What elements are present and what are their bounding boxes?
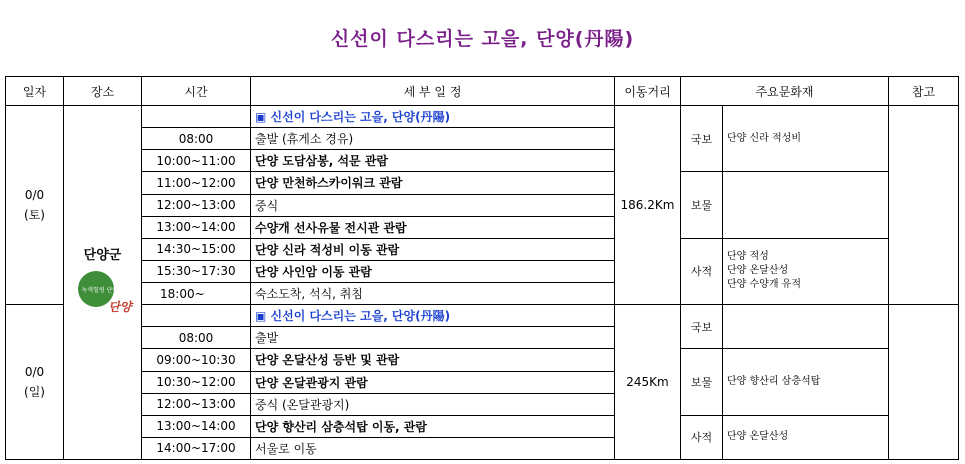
day1-heritage-label-2: 보물 bbox=[681, 172, 723, 238]
table-row bbox=[6, 305, 959, 327]
time-cell bbox=[142, 305, 251, 327]
time-cell: 13:00~14:00 bbox=[142, 216, 251, 238]
day2-weekday: (일) bbox=[24, 385, 45, 400]
detail-cell: 중식 bbox=[251, 194, 615, 216]
detail-cell: 중식 (온달관광지) bbox=[251, 393, 615, 415]
table-row bbox=[6, 106, 959, 128]
day2-heritage-items-2: 단양 향산리 삼층석탑 bbox=[723, 349, 889, 415]
day1-heritage-items-1: 단양 신라 적성비 bbox=[723, 106, 889, 172]
day2-date: 0/0 bbox=[24, 365, 45, 380]
time-cell: 11:00~12:00 bbox=[142, 172, 251, 194]
detail-cell: 단양 향산리 삼층석탑 이동, 관람 bbox=[251, 415, 615, 437]
day1-note bbox=[889, 106, 959, 305]
detail-cell: 서울로 이동 bbox=[251, 437, 615, 459]
time-cell: 12:00~13:00 bbox=[142, 393, 251, 415]
time-cell: 08:00 bbox=[142, 327, 251, 349]
header-heritage: 주요문화재 bbox=[681, 77, 889, 106]
header-place: 장소 bbox=[64, 77, 142, 106]
header-time: 시간 bbox=[142, 77, 251, 106]
detail-cell: 수양개 선사유물 전시관 관람 bbox=[251, 216, 615, 238]
time-cell: 08:00 bbox=[142, 128, 251, 150]
detail-cell: 숙소도착, 석식, 취침 bbox=[251, 283, 615, 305]
logo-wordmark: 단양 bbox=[108, 299, 132, 314]
day2-heritage-items-1 bbox=[723, 305, 889, 349]
header-note: 참고 bbox=[889, 77, 959, 106]
day1-date: 0/0 bbox=[24, 188, 45, 203]
day1-heritage-items-2 bbox=[723, 172, 889, 238]
day1-weekday: (토) bbox=[24, 208, 45, 223]
day2-heritage-label-3: 사적 bbox=[681, 415, 723, 459]
day1-distance: 186.2Km bbox=[615, 106, 681, 305]
day2-heritage-label-2: 보물 bbox=[681, 349, 723, 415]
table-row bbox=[6, 415, 959, 437]
day2-heritage-label-1: 국보 bbox=[681, 305, 723, 349]
day1-heritage-label-3: 사적 bbox=[681, 238, 723, 304]
detail-cell: 단양 도담삼봉, 석문 관람 bbox=[251, 150, 615, 172]
time-cell: 14:30~15:00 bbox=[142, 238, 251, 260]
danyang-logo bbox=[74, 269, 132, 319]
time-cell: 18:00~ bbox=[142, 283, 251, 305]
logo-tagline: 녹색힐링 단양 bbox=[81, 286, 119, 294]
detail-cell: 출발 bbox=[251, 327, 615, 349]
place-name: 단양군 bbox=[83, 247, 122, 263]
day2-heritage-items-3: 단양 온달산성 bbox=[723, 415, 889, 459]
detail-cell: 단양 온달산성 등반 및 관람 bbox=[251, 349, 615, 371]
time-cell: 09:00~10:30 bbox=[142, 349, 251, 371]
header-detail: 세 부 일 정 bbox=[251, 77, 615, 106]
detail-cell: 단양 신라 적성비 이동 관람 bbox=[251, 238, 615, 260]
detail-cell: 출발 (휴게소 경유) bbox=[251, 128, 615, 150]
detail-cell: ▣ 신선이 다스리는 고을, 단양(丹陽) bbox=[251, 305, 615, 327]
detail-cell: ▣ 신선이 다스리는 고을, 단양(丹陽) bbox=[251, 106, 615, 128]
day1-heritage-items-3: 단양 적성 단양 온달산성 단양 수양개 유적 bbox=[723, 238, 889, 304]
time-cell: 10:30~12:00 bbox=[142, 371, 251, 393]
day2-date-cell bbox=[6, 305, 64, 460]
table-row bbox=[6, 238, 959, 260]
detail-cell: 단양 온달관광지 관람 bbox=[251, 371, 615, 393]
day2-distance: 245Km bbox=[615, 305, 681, 460]
time-cell: 14:00~17:00 bbox=[142, 437, 251, 459]
time-cell: 12:00~13:00 bbox=[142, 194, 251, 216]
day1-heritage-label-1: 국보 bbox=[681, 106, 723, 172]
header-distance: 이동거리 bbox=[615, 77, 681, 106]
day1-date-cell bbox=[6, 106, 64, 305]
schedule-table bbox=[5, 76, 959, 460]
table-row bbox=[6, 349, 959, 371]
detail-cell: 단양 사인암 이동 관람 bbox=[251, 260, 615, 282]
time-cell: 10:00~11:00 bbox=[142, 150, 251, 172]
day2-note bbox=[889, 305, 959, 460]
header-row bbox=[6, 77, 959, 106]
header-date: 일자 bbox=[6, 77, 64, 106]
page-title: 신선이 다스리는 고을, 단양(丹陽) bbox=[330, 28, 635, 50]
time-cell: 13:00~14:00 bbox=[142, 415, 251, 437]
time-cell bbox=[142, 106, 251, 128]
table-row bbox=[6, 172, 959, 194]
place-cell bbox=[64, 106, 142, 460]
detail-cell: 단양 만천하스카이워크 관람 bbox=[251, 172, 615, 194]
time-cell: 15:30~17:30 bbox=[142, 260, 251, 282]
